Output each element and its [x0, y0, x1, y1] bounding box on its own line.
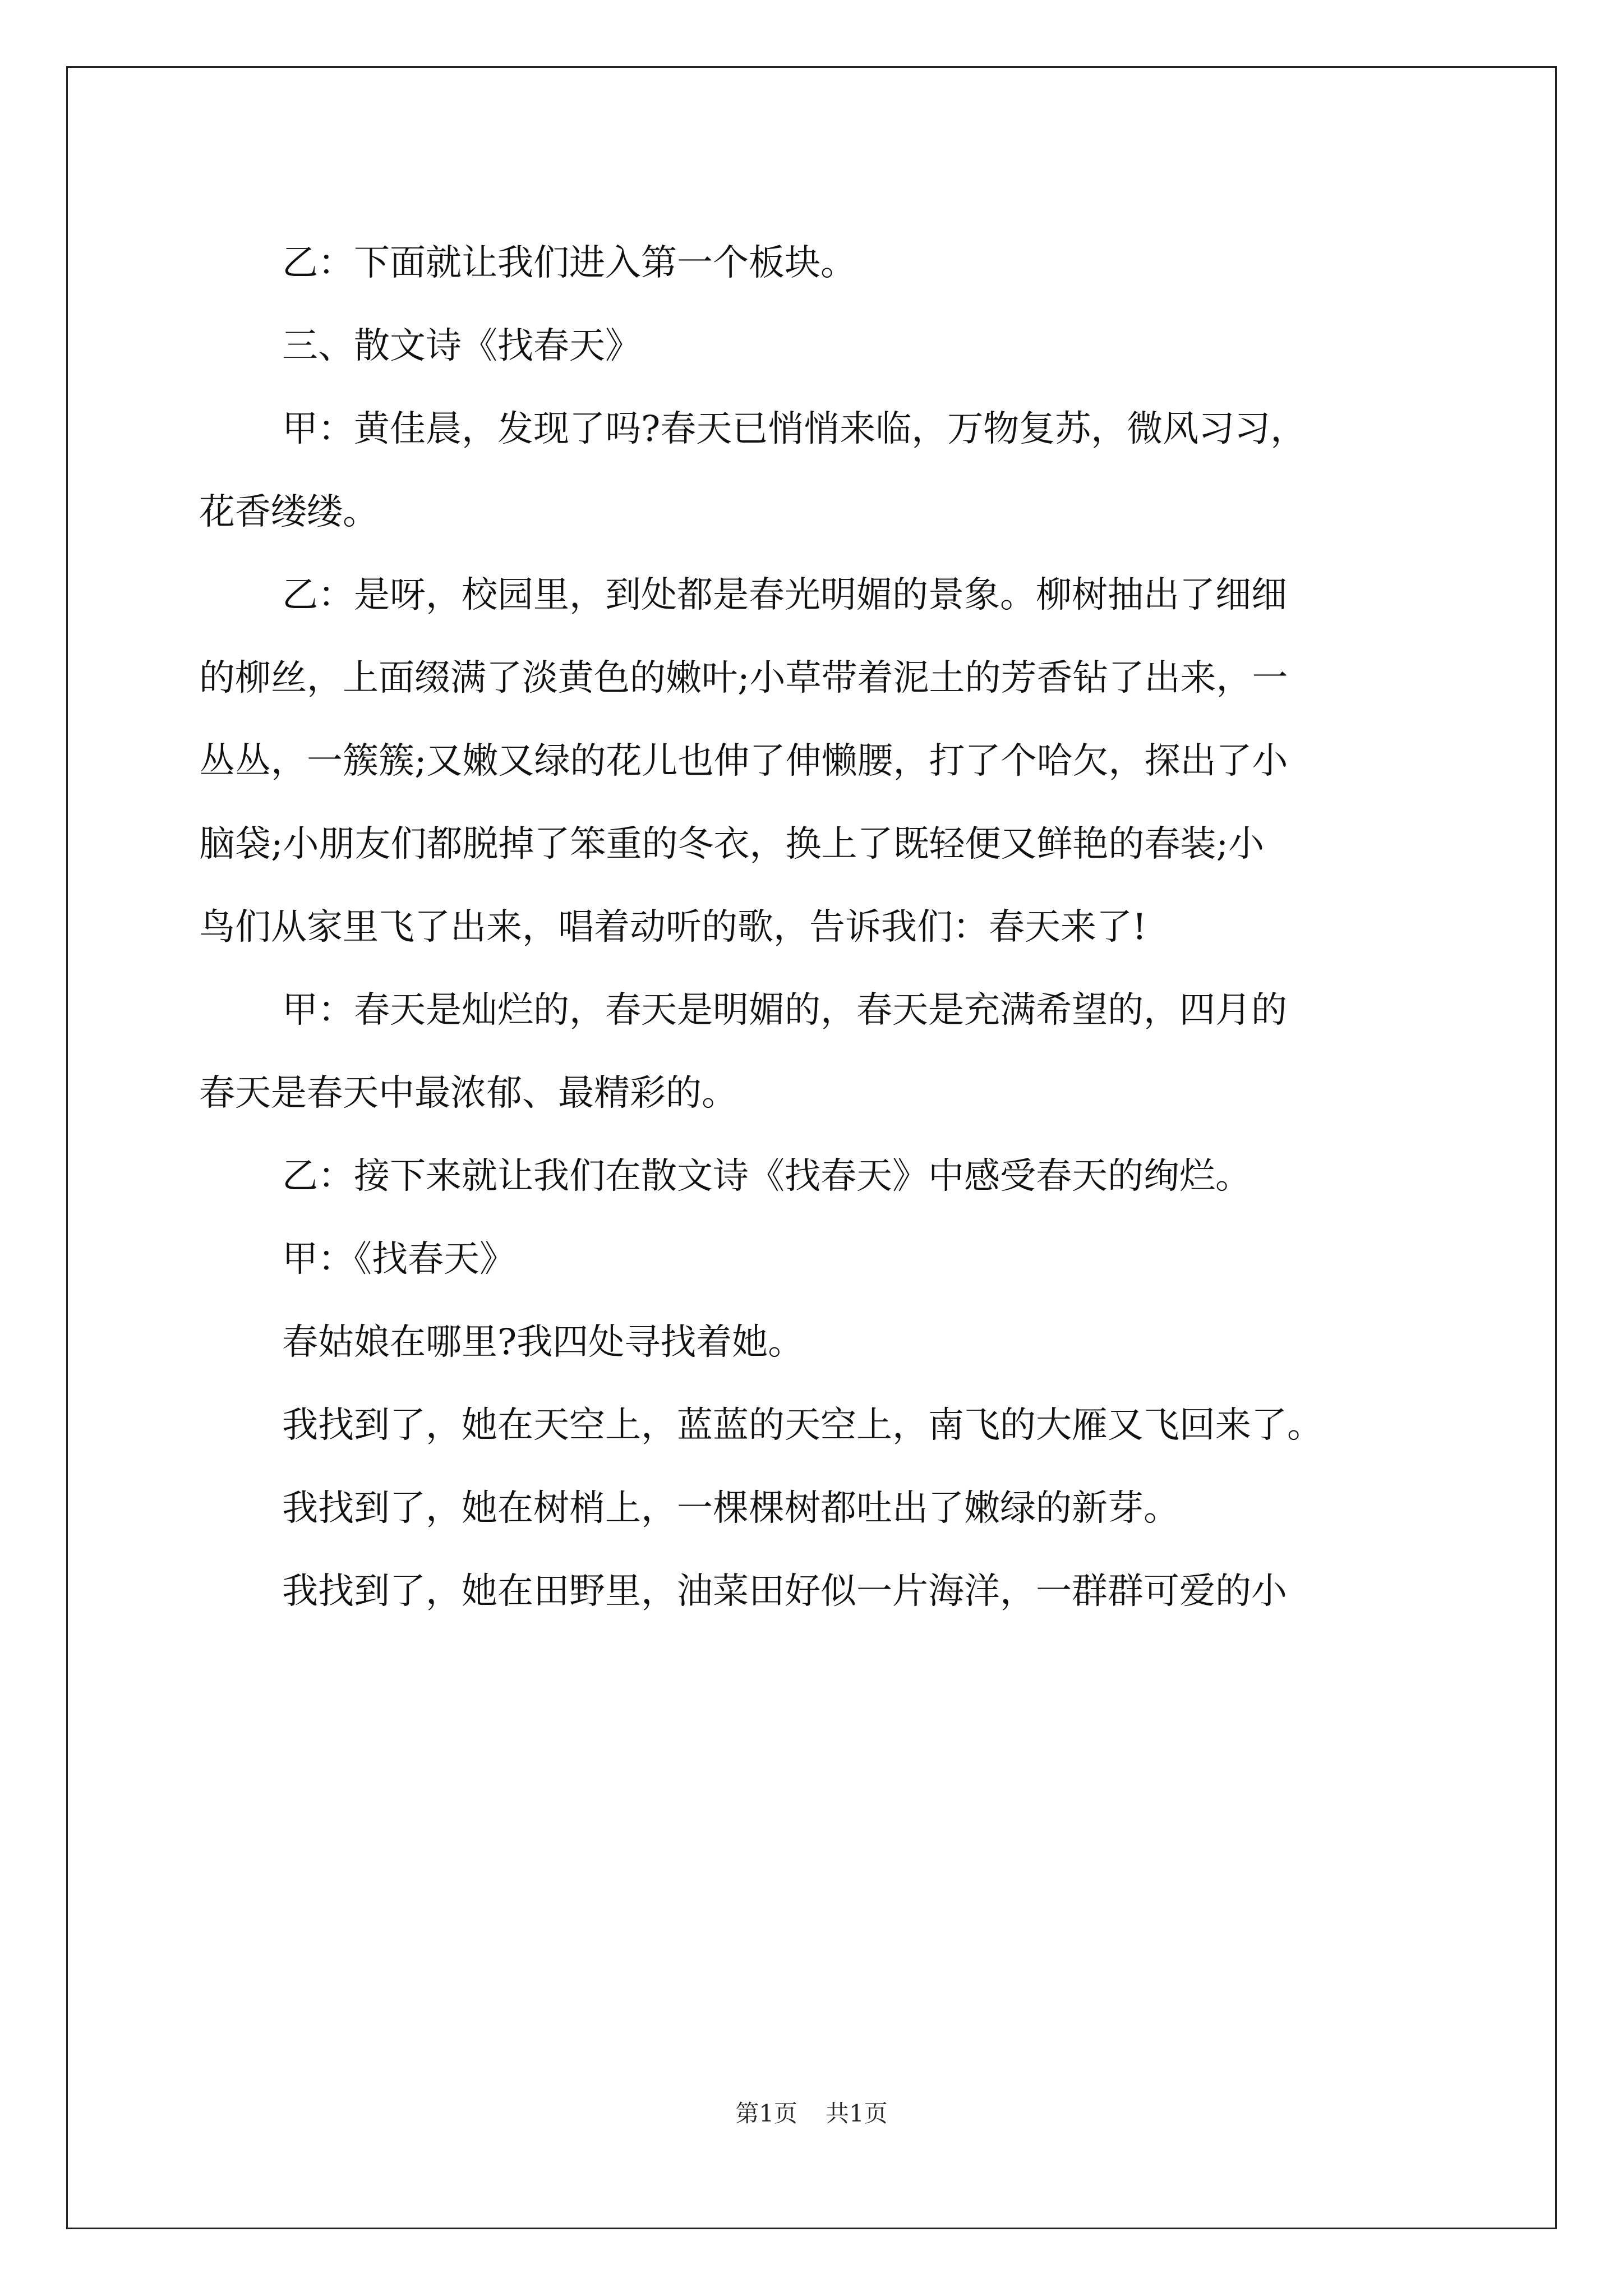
section-heading: 三、散文诗《找春天》	[282, 325, 641, 367]
paragraph-line: 甲：春天是灿烂的，春天是明媚的，春天是充满希望的，四月的	[282, 990, 1287, 1031]
paragraph-line: 脑袋;小朋友们都脱掉了笨重的冬衣，换上了既轻便又鲜艳的春装;小	[199, 823, 1265, 865]
paragraph-line: 丛丛，一簇簇;又嫩又绿的花儿也伸了伸懒腰，打了个哈欠，探出了小	[199, 740, 1288, 782]
paragraph-line: 春天是春天中最浓郁、最精彩的。	[199, 1073, 737, 1114]
poem-line: 我找到了，她在天空上，蓝蓝的天空上，南飞的大雁又飞回来了。	[282, 1405, 1323, 1446]
paragraph-line: 鸟们从家里飞了出来，唱着动听的歌，告诉我们：春天来了!	[199, 907, 1147, 948]
paragraph-line: 乙：是呀，校园里，到处都是春光明媚的景象。柳树抽出了细细	[282, 574, 1287, 616]
poem-line: 春姑娘在哪里?我四处寻找着她。	[282, 1322, 804, 1363]
page-footer	[0, 2097, 1623, 2131]
poem-line: 我找到了，她在田野里，油菜田好似一片海洋，一群群可爱的小	[282, 1571, 1287, 1612]
paragraph-line: 乙：下面就让我们进入第一个板块。	[282, 242, 856, 284]
poem-title-line: 甲：《找春天》	[282, 1239, 515, 1280]
paragraph-line: 的柳丝，上面缀满了淡黄色的嫩叶;小草带着泥土的芳香钻了出来，一	[199, 657, 1288, 699]
paragraph-line: 花香缕缕。	[199, 491, 379, 533]
paragraph-line: 乙：接下来就让我们在散文诗《找春天》中感受春天的绚烂。	[282, 1156, 1251, 1197]
page-total: 共1页	[826, 2100, 888, 2127]
poem-line: 我找到了，她在树梢上，一棵棵树都吐出了嫩绿的新芽。	[282, 1488, 1179, 1529]
page-number: 第1页	[735, 2100, 797, 2127]
document-body	[199, 222, 1427, 1633]
paragraph-line: 甲：黄佳晨，发现了吗?春天已悄悄来临，万物复苏，微风习习，	[282, 408, 1307, 450]
